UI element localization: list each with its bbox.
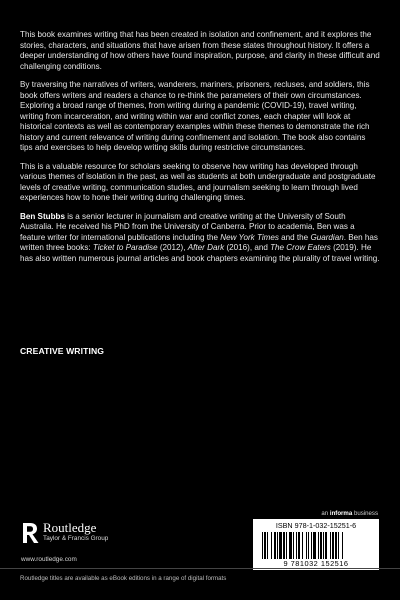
barcode-bar [338, 532, 339, 559]
barcode-bar [342, 532, 343, 559]
bio-text: . Ben has written three books: [20, 232, 378, 252]
barcode-bar [311, 532, 312, 559]
bio-book-title: Ticket to Paradise [92, 243, 158, 252]
bio-text: (2019). He has also written numerous journal articles and book chapters examining the plurality of travel writing. [20, 243, 380, 263]
back-cover-text [20, 30, 380, 272]
barcode-bar [296, 532, 297, 559]
barcode-bar [335, 532, 337, 559]
barcode [253, 519, 379, 570]
barcode-bar [320, 532, 322, 559]
barcode-bar [302, 532, 303, 559]
bio-book-title: The Crow Eaters [270, 243, 331, 252]
bio-text: and the [278, 232, 311, 242]
publisher-name: Routledge [43, 520, 97, 535]
bio-publication: Guardian [310, 232, 344, 242]
barcode-bar [274, 532, 276, 559]
description-paragraph-1: This book examines writing that has been created in isolation and confinement, and it explores the stories, characters, and situations that have arisen from these states throughout history. It offers a deeper understanding of how others have found inspiration, purpose, and clarity in these difficult and challenging conditions. [20, 30, 380, 71]
barcode-bar [279, 532, 282, 559]
barcode-bar [313, 532, 316, 559]
barcode-bar [330, 532, 331, 559]
barcode-bar [286, 532, 287, 559]
bio-book-title: After Dark [187, 243, 225, 252]
barcode-bar [283, 532, 285, 559]
bio-text: (2016), and [224, 243, 271, 252]
informa-business-label [321, 510, 378, 517]
publisher-group: Taylor & Francis Group [43, 535, 109, 542]
informa-prefix: an [321, 510, 330, 517]
barcode-bar [277, 532, 278, 559]
barcode-bars [262, 532, 370, 559]
routledge-r-icon [20, 521, 40, 545]
description-paragraph-3: This is a valuable resource for scholars seeking to observe how writing has developed through various themes of isolation in the past, as well as students at both undergraduate and postgraduate levels of creative writing, communication studies, and journalism seeking to learn through lived experiences how to hone their writing during challenging times. [20, 161, 376, 202]
informa-brand: informa [329, 510, 353, 517]
barcode-bar [332, 532, 334, 559]
barcode-bar [298, 532, 300, 559]
barcode-bar [308, 532, 309, 559]
author-bio [20, 212, 380, 265]
barcode-bar [293, 532, 294, 559]
ebook-availability-note: Routledge titles are available as eBook editions in a range of digital formats [20, 575, 227, 582]
publisher-url: www.routledge.com [21, 556, 77, 563]
barcode-bar [264, 532, 266, 559]
barcode-bar [271, 532, 272, 559]
bio-text: (2012), [157, 243, 188, 252]
barcode-bar [325, 532, 327, 559]
publisher-logo [20, 521, 108, 545]
barcode-bar [289, 532, 292, 559]
barcode-bar [267, 532, 268, 559]
description-paragraph-2: By traversing the narratives of writers, wanderers, mariners, prisoners, recluses, and soldiers, this book offers writers and readers a chance to re-think the parameters of their own circumstances. Exploring a broad range of themes, from writing during a pandemic (COVID-19), travel writing, writing from incarceration, and writing within war and conflict zones, each chapter will look at historical contexts as well as contemporary examples within these themes to demonstrate the rich history and current relevance of writing during confinement and isolation. The book also contains tips and exercises to help develop writing skills during restrictive circumstances. [20, 80, 370, 152]
informa-suffix: business [352, 510, 378, 517]
barcode-bar [262, 532, 263, 559]
barcode-digits: 9 781032 152516 [283, 559, 349, 568]
barcode-bar [306, 532, 307, 559]
bio-text: is a senior lecturer in journalism and creative writing at the University of South Australia. He received his PhD from the University of Canberra. Prior to academia, Ben was a feature writer for international publications including the [20, 211, 355, 242]
barcode-bar [318, 532, 319, 559]
isbn-label: ISBN 978-1-032-15251-6 [275, 521, 357, 530]
bio-publication: New York Times [220, 232, 279, 242]
subject-category: CREATIVE WRITING [20, 346, 105, 356]
footer-divider [0, 568, 400, 569]
author-name: Ben Stubbs [20, 211, 65, 221]
barcode-bar [323, 532, 324, 559]
